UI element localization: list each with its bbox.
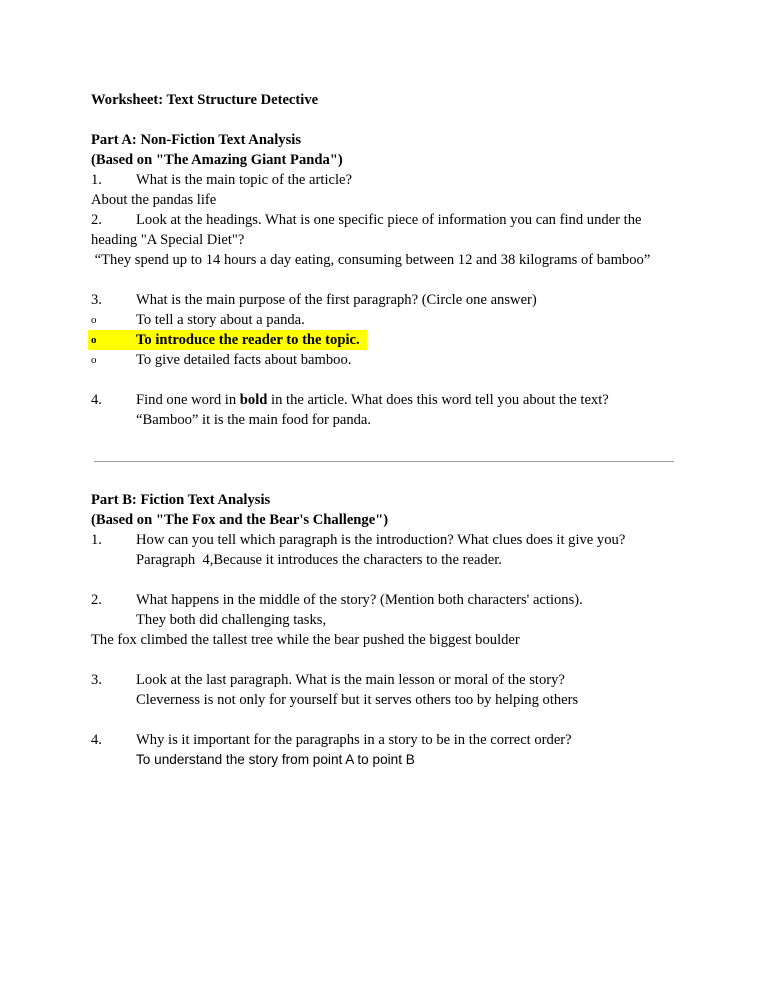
a-q4-number: 4. xyxy=(91,392,102,408)
part-a-subheading: (Based on "The Amazing Giant Panda") xyxy=(91,152,343,168)
a-q1-question: What is the main topic of the article? xyxy=(136,172,352,188)
a-q3-option: To give detailed facts about bamboo. xyxy=(136,352,352,368)
a-q3-option: To tell a story about a panda. xyxy=(136,312,305,328)
part-b-heading: Part B: Fiction Text Analysis xyxy=(91,492,271,508)
a-q4-question: Find one word in bold in the article. What does this word tell you about the text? xyxy=(136,392,609,408)
b-q4-answer: To understand the story from point A to point B xyxy=(136,752,415,767)
a-q3-question: What is the main purpose of the first paragraph? (Circle one answer) xyxy=(136,292,537,308)
b-q2-number: 2. xyxy=(91,592,102,608)
b-q2-question: What happens in the middle of the story? (Mention both characters' actions). xyxy=(136,592,583,608)
b-q2-answer-cont: The fox climbed the tallest tree while the bear pushed the biggest boulder xyxy=(91,632,520,648)
a-q2-question: Look at the headings. What is one specific piece of information you can find under the xyxy=(136,212,642,228)
b-q4-question: Why is it important for the paragraphs in a story to be in the correct order? xyxy=(136,732,572,748)
a-q2-number: 2. xyxy=(91,212,102,228)
b-q1-question: How can you tell which paragraph is the introduction? What clues does it give you? xyxy=(136,532,626,548)
a-q3-option-selected: To introduce the reader to the topic. xyxy=(136,332,360,348)
option-bullet: o xyxy=(91,334,97,346)
b-q4-number: 4. xyxy=(91,732,102,748)
a-q1-answer: About the pandas life xyxy=(91,192,217,208)
b-q3-number: 3. xyxy=(91,672,102,688)
part-b-subheading: (Based on "The Fox and the Bear's Challenge") xyxy=(91,512,389,528)
b-q1-answer: Paragraph 4,Because it introduces the characters to the reader. xyxy=(136,552,502,568)
b-q1-number: 1. xyxy=(91,532,102,548)
part-a-heading: Part A: Non-Fiction Text Analysis xyxy=(91,132,301,148)
option-bullet: o xyxy=(91,354,97,366)
b-q3-question: Look at the last paragraph. What is the main lesson or moral of the story? xyxy=(136,672,565,688)
worksheet-title: Worksheet: Text Structure Detective xyxy=(91,92,319,108)
a-q1-number: 1. xyxy=(91,172,102,188)
a-q2-question-cont: heading "A Special Diet"? xyxy=(91,232,245,248)
a-q3-number: 3. xyxy=(91,292,102,308)
b-q3-answer: Cleverness is not only for yourself but it serves others too by helping others xyxy=(136,692,579,708)
a-q2-answer: “They spend up to 14 hours a day eating, consuming between 12 and 38 kilograms of bamboo” xyxy=(91,252,651,268)
section-divider xyxy=(94,461,674,462)
a-q4-answer: “Bamboo” it is the main food for panda. xyxy=(136,412,372,428)
b-q2-answer: They both did challenging tasks, xyxy=(136,612,327,628)
option-bullet: o xyxy=(91,314,97,326)
